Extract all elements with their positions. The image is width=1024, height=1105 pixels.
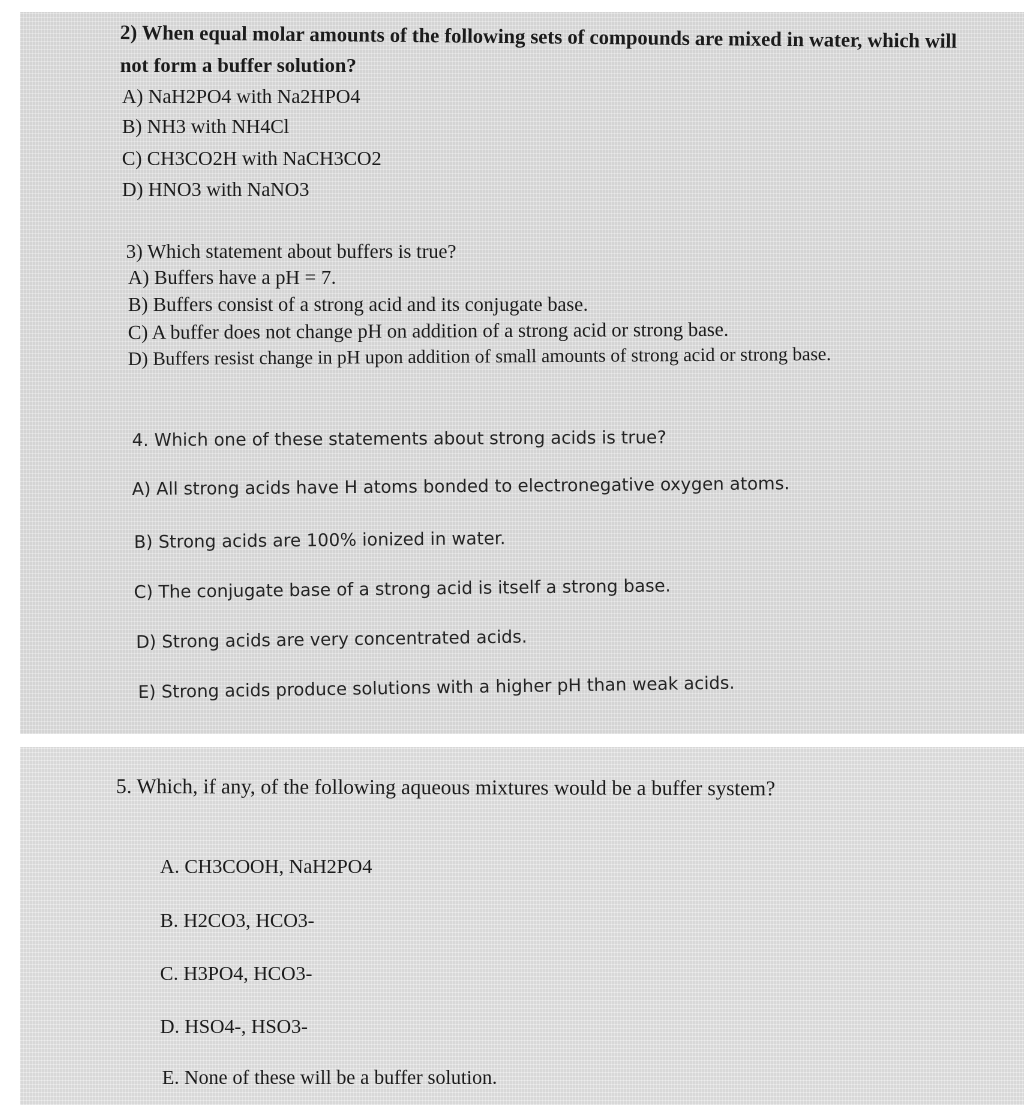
question-4-option-a: A) All strong acids have H atoms bonded to electronegative oxygen atoms. <box>131 474 790 500</box>
question-5-option-a: A. CH3COOH, NaH2PO4 <box>160 856 373 878</box>
question-4-option-b: B) Strong acids are 100% ionized in water. <box>133 529 506 553</box>
question-2-stem-line-2: not form a buffer solution? <box>120 55 357 77</box>
question-3-option-b: B) Buffers consist of a strong acid and its conjugate base. <box>128 294 589 316</box>
question-2-option-c: C) CH3CO2H with NaCH3CO2 <box>122 148 382 170</box>
question-2-option-a: A) NaH2PO4 with Na2HPO4 <box>122 86 361 108</box>
question-3-option-c: C) A buffer does not change pH on addition of a strong acid or strong base. <box>127 318 729 344</box>
question-5-stem: 5. Which, if any, of the following aqueous mixtures would be a buffer system? <box>115 774 776 801</box>
question-4-option-e: E) Strong acids produce solutions with a higher pH than weak acids. <box>137 673 735 703</box>
question-4-stem: 4. Which one of these statements about strong acids is true? <box>131 428 667 451</box>
question-2-stem-line-1: 2) When equal molar amounts of the following sets of compounds are mixed in water, which will <box>119 22 958 53</box>
question-5-option-b: B. H2CO3, HCO3- <box>160 910 315 932</box>
question-5-option-c: C. H3PO4, HCO3- <box>160 963 313 985</box>
question-5-option-d: D. HSO4-, HSO3- <box>160 1016 308 1038</box>
question-3-option-d: D) Buffers resist change in pH upon addition of small amounts of strong acid or strong base. <box>127 344 832 370</box>
question-3-option-a: A) Buffers have a pH = 7. <box>128 267 337 289</box>
question-2-option-b: B) NH3 with NH4Cl <box>122 116 290 138</box>
question-2-option-d: D) HNO3 with NaNO3 <box>122 179 310 201</box>
question-3-stem: 3) Which statement about buffers is true? <box>126 241 457 263</box>
question-5-option-e: E. None of these will be a buffer solution. <box>162 1067 498 1089</box>
question-4-option-c: C) The conjugate base of a strong acid is itself a strong base. <box>133 576 671 603</box>
question-4-option-d: D) Strong acids are very concentrated acids. <box>135 627 528 653</box>
